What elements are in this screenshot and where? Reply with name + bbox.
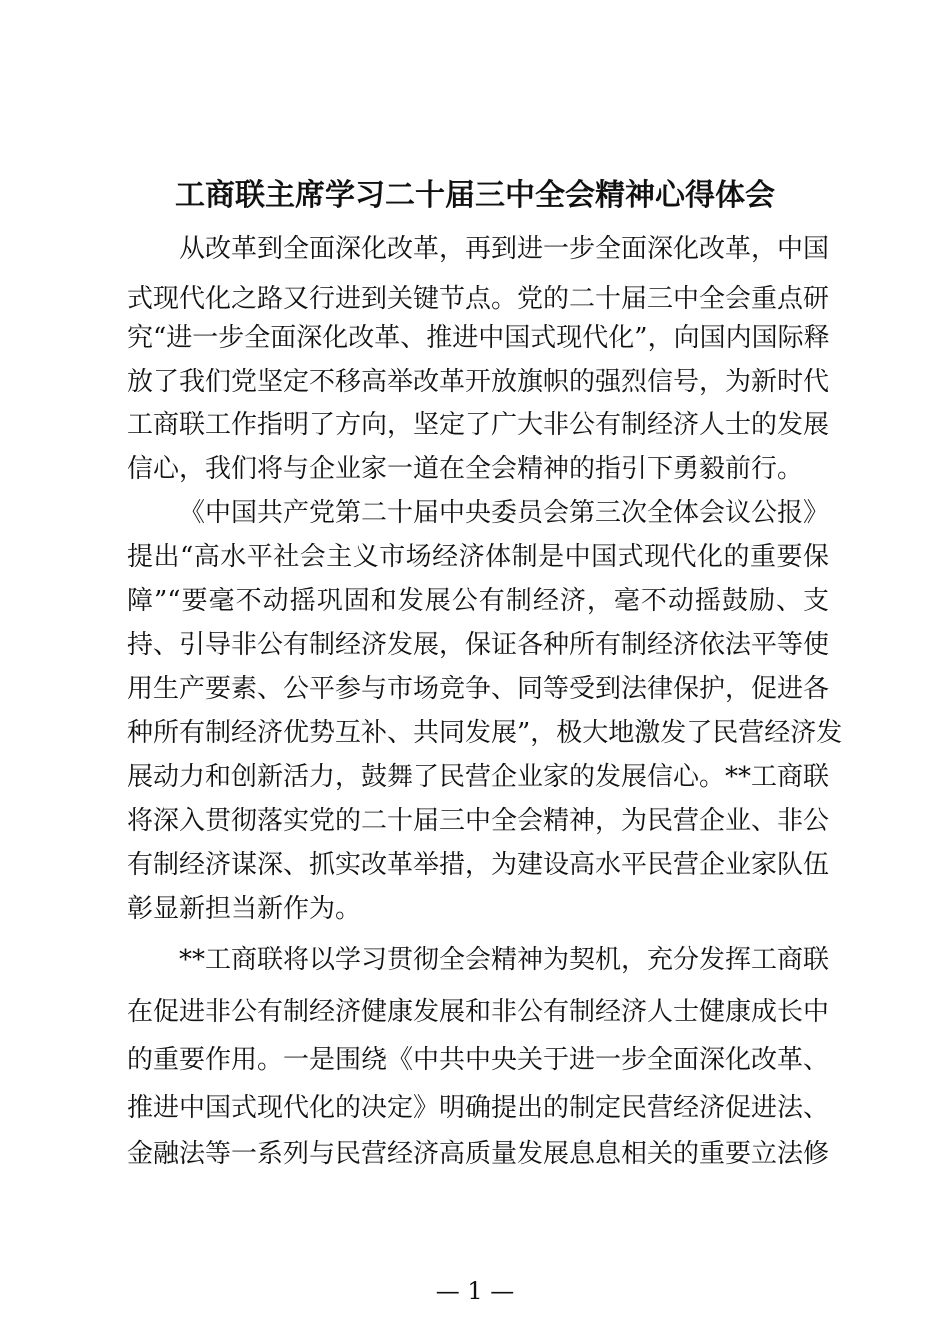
document-title: 工商联主席学习二十届三中全会精神心得体会 [175,178,775,213]
paragraph-line: 彰显新担当新作为。 [127,894,362,924]
paragraph-line: 放了我们党坚定不移高举改革开放旗帜的强烈信号，为新时代 [127,367,830,397]
paragraph-line: 展动力和创新活力，鼓舞了民营企业家的发展信心。**工商联 [127,762,830,792]
paragraph-line: 有制经济谋深、抓实改革举措，为建设高水平民营企业家队伍 [127,850,830,880]
paragraph-line: 信心，我们将与企业家一道在全会精神的指引下勇毅前行。 [127,454,804,484]
paragraph-line: 障”“要毫不动摇巩固和发展公有制经济，毫不动摇鼓励、支 [127,586,829,616]
paragraph-line: 将深入贯彻落实党的二十届三中全会精神，为民营企业、非公 [127,806,830,836]
paragraph-line: 究“进一步全面深化改革、推进中国式现代化”，向国内国际释 [127,323,830,353]
paragraph-line: 推进中国式现代化的决定》明确提出的制定民营经济促进法、 [127,1093,830,1123]
paragraph-line: 式现代化之路又行进到关键节点。党的二十届三中全会重点研 [127,284,830,314]
paragraph-line: 提出“高水平社会主义市场经济体制是中国式现代化的重要保 [127,542,829,572]
paragraph-line: 工商联工作指明了方向，坚定了广大非公有制经济人士的发展 [127,410,830,440]
paragraph-line: 金融法等一系列与民营经济高质量发展息息相关的重要立法修 [127,1139,830,1169]
paragraph-line: 持、引导非公有制经济发展，保证各种所有制经济依法平等使 [127,630,830,660]
paragraph-line: **工商联将以学习贯彻全会精神为契机，充分发挥工商联 [179,945,830,975]
paragraph-line: 用生产要素、公平参与市场竞争、同等受到法律保护，促进各 [127,674,830,704]
paragraph-line: 《中国共产党第二十届中央委员会第三次全体会议公报》 [179,498,830,528]
paragraph-line: 在促进非公有制经济健康发展和非公有制经济人士健康成长中 [127,997,830,1027]
paragraph-line: 种所有制经济优势互补、共同发展”，极大地激发了民营经济发 [127,718,843,748]
paragraph-line: 的重要作用。一是围绕《中共中央关于进一步全面深化改革、 [127,1045,830,1075]
paragraph-line: 从改革到全面深化改革，再到进一步全面深化改革，中国 [179,234,830,264]
page-number: — 1 — [435,1277,515,1305]
